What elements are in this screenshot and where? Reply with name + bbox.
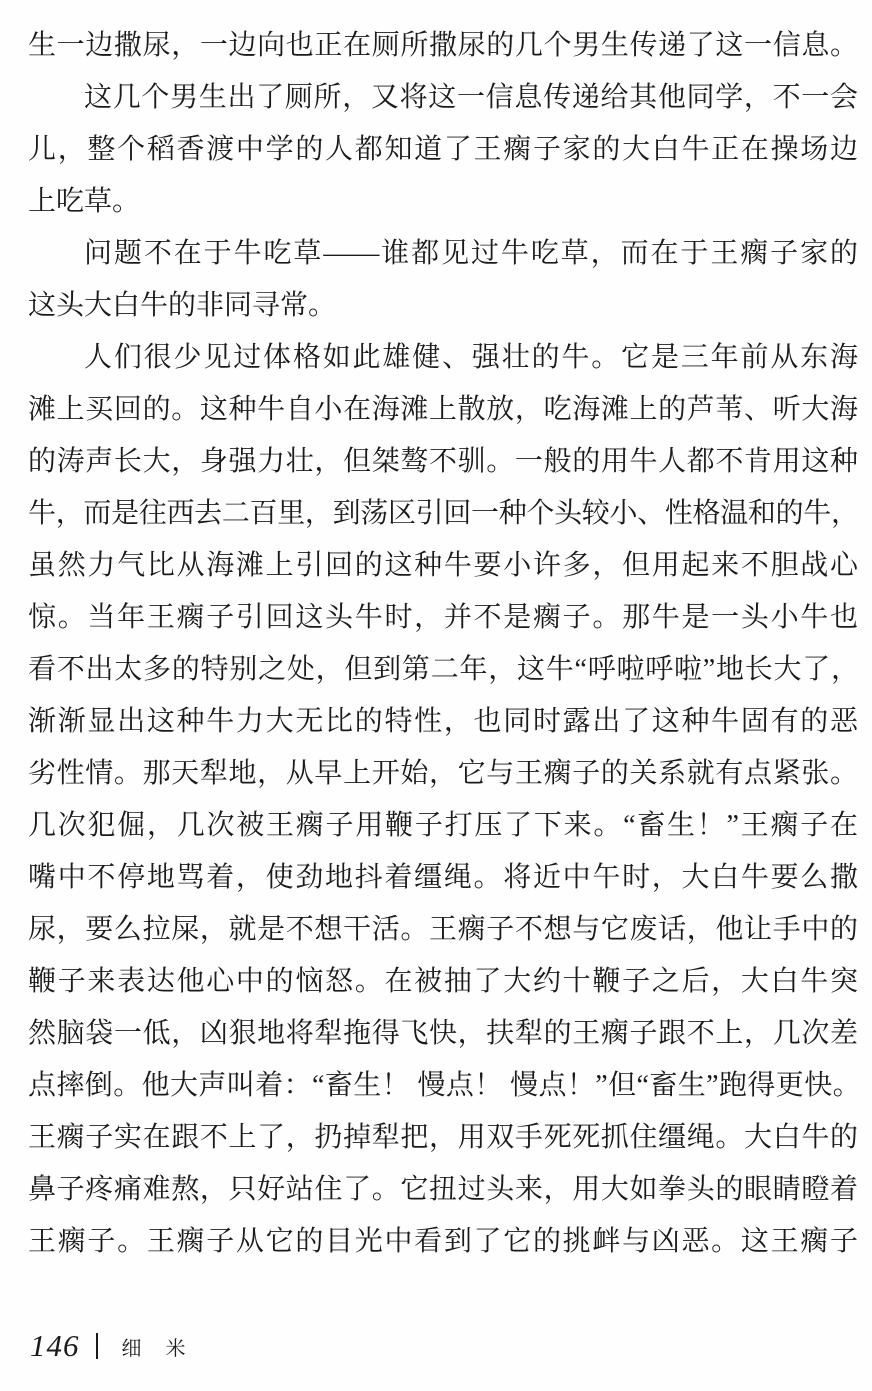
page-footer <box>30 1328 188 1364</box>
text-line: 王瘸子实在跟不上了，扔掉犁把，用双手死死抓住缰绳。大白牛的 <box>28 1122 858 1153</box>
text-line: 几次犯倔，几次被王瘸子用鞭子打压了下来。“畜生！”王瘸子在 <box>28 810 858 841</box>
text-line: 问题不在于牛吃草——谁都见过牛吃草，而在于王瘸子家的 <box>84 238 858 269</box>
text-line: 鼻子疼痛难熬，只好站住了。它扭过头来，用大如拳头的眼睛瞪着 <box>28 1174 858 1205</box>
text-line: 点摔倒。他大声叫着：“畜生！ 慢点！ 慢点！”但“畜生”跑得更快。 <box>28 1070 858 1101</box>
footer-divider <box>96 1333 98 1359</box>
text-line: 劣性情。那天犁地，从早上开始，它与王瘸子的关系就有点紧张。 <box>28 758 858 789</box>
text-line: 上吃草。 <box>28 186 141 217</box>
book-title: 细 米 <box>121 1337 188 1360</box>
text-line: 牛，而是往西去二百里，到荡区引回一种个头较小、性格温和的牛， <box>28 498 858 529</box>
body-text <box>28 20 858 1268</box>
text-line: 的涛声长大，身强力壮，但桀骜不驯。一般的用牛人都不肯用这种 <box>28 446 858 477</box>
text-line: 鞭子来表达他心中的恼怒。在被抽了大约十鞭子之后，大白牛突 <box>28 966 858 997</box>
text-line: 惊。当年王瘸子引回这头牛时，并不是瘸子。那牛是一头小牛也 <box>28 602 858 633</box>
text-line: 这几个男生出了厕所，又将这一信息传递给其他同学，不一会 <box>84 82 858 113</box>
text-line: 这头大白牛的非同寻常。 <box>28 290 337 321</box>
text-line: 生一边撒尿，一边向也正在厕所撒尿的几个男生传递了这一信息。 <box>28 30 858 61</box>
text-line: 然脑袋一低，凶狠地将犁拖得飞快，扶犁的王瘸子跟不上，几次差 <box>28 1018 858 1049</box>
text-line: 虽然力气比从海滩上引回的这种牛要小许多，但用起来不胆战心 <box>28 550 858 581</box>
text-line: 滩上买回的。这种牛自小在海滩上散放，吃海滩上的芦苇、听大海 <box>28 394 858 425</box>
text-line: 嘴中不停地骂着，使劲地抖着缰绳。将近中午时，大白牛要么撒 <box>28 862 858 893</box>
text-line: 看不出太多的特别之处，但到第二年，这牛“呼啦呼啦”地长大了， <box>28 654 858 685</box>
text-line: 王瘸子。王瘸子从它的目光中看到了它的挑衅与凶恶。这王瘸子 <box>28 1226 858 1257</box>
text-line: 儿，整个稻香渡中学的人都知道了王瘸子家的大白牛正在操场边 <box>28 134 858 165</box>
page-number: 146 <box>30 1328 80 1363</box>
text-line: 渐渐显出这种牛力大无比的特性，也同时露出了这种牛固有的恶 <box>28 706 858 737</box>
text-line: 尿，要么拉屎，就是不想干活。王瘸子不想与它废话，他让手中的 <box>28 914 858 945</box>
text-line: 人们很少见过体格如此雄健、强壮的牛。它是三年前从东海 <box>84 342 858 373</box>
